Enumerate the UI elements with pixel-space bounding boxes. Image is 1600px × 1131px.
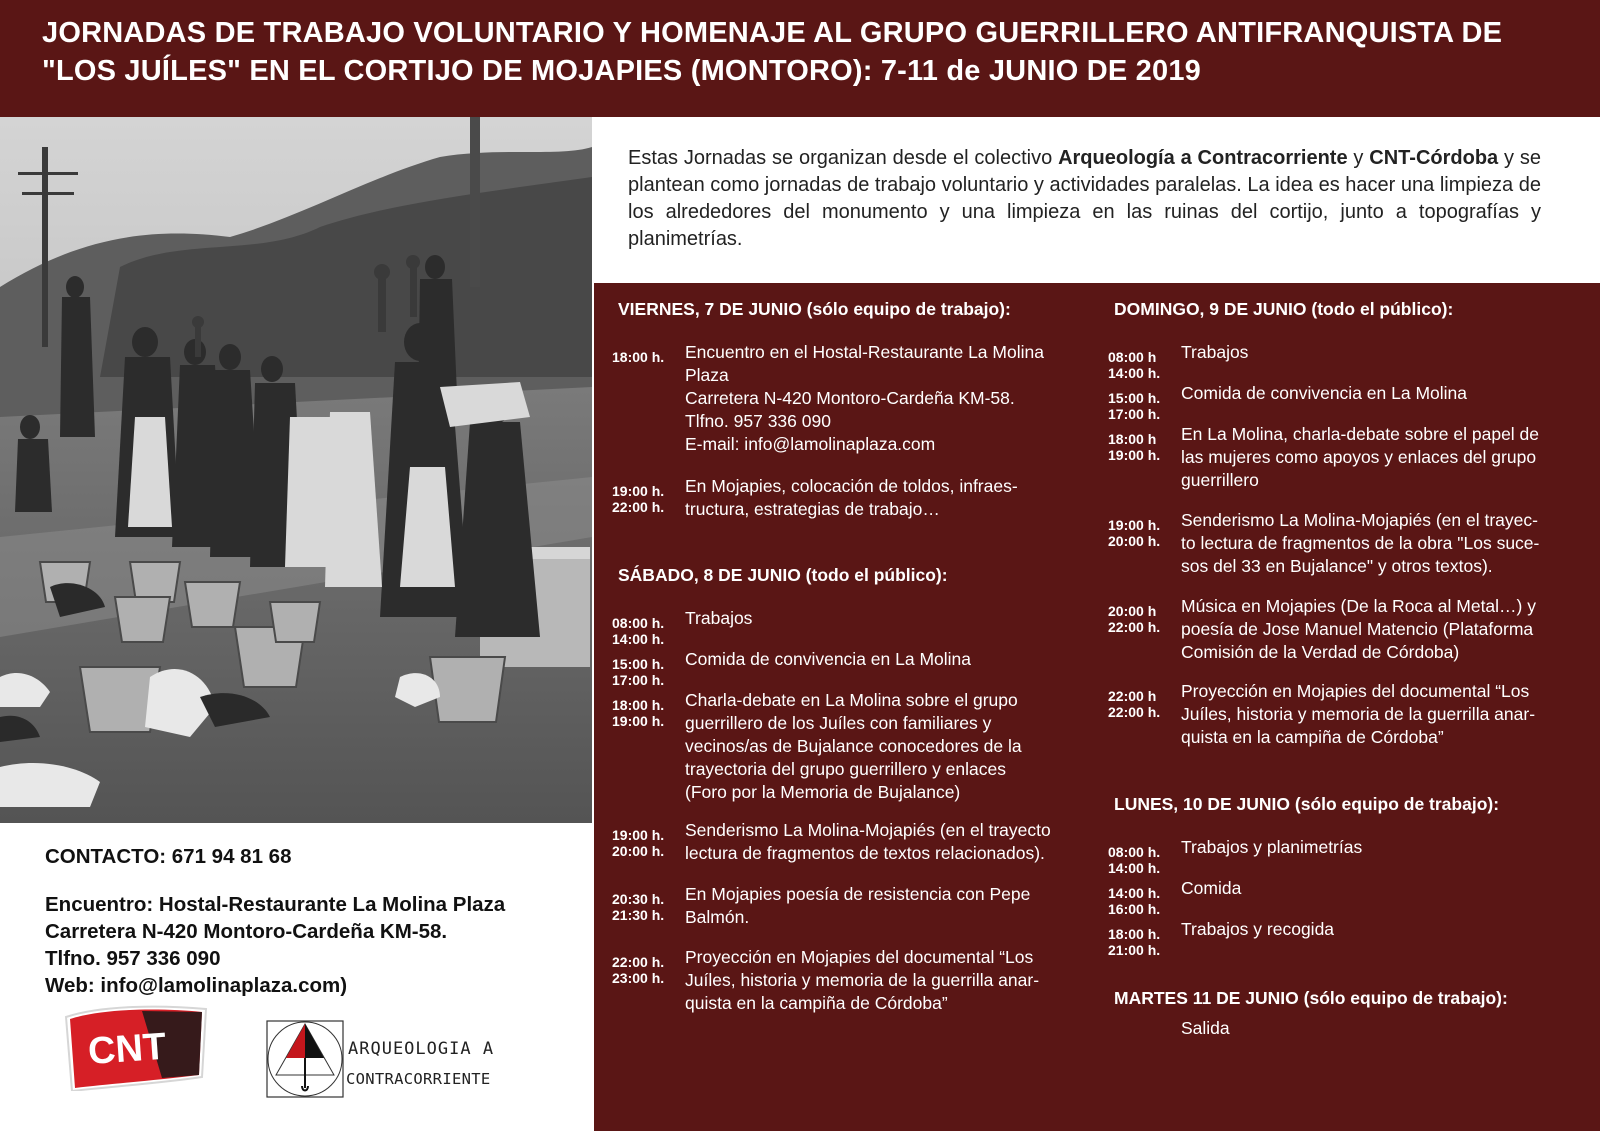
entry-line: Juíles, historia y memoria de la guerrilla anar- <box>1181 704 1536 724</box>
day-title-domingo: DOMINGO, 9 DE JUNIO (todo el público): <box>1114 299 1454 319</box>
entry-line: poesía de Jose Manuel Matencio (Plataforma <box>1181 619 1534 639</box>
entry-line: Proyección en Mojapies del documental “Los <box>1181 681 1530 701</box>
entry-time-2: 21:30 h. <box>612 907 665 923</box>
entry-line: Plaza <box>685 365 729 385</box>
day-sabado <box>612 564 1082 586</box>
intro-paragraph <box>628 145 1541 253</box>
entry-description <box>1181 341 1578 364</box>
entry-time-2: 22:00 h. <box>1108 619 1161 635</box>
entry-description <box>685 648 1082 671</box>
day-domingo <box>1108 298 1578 320</box>
arqueologia-logo-graphic <box>266 1020 496 1105</box>
entry-line: Trabajos <box>1181 342 1249 362</box>
entry-description <box>1181 877 1578 900</box>
entry-time-1: 08:00 h <box>1108 349 1157 365</box>
schedule-entry <box>1108 918 1578 958</box>
entry-times <box>1108 918 1181 958</box>
page-title <box>42 14 1560 90</box>
entry-time-1: 08:00 h. <box>1108 844 1161 860</box>
entry-times <box>612 607 685 647</box>
entry-line: Juíles, historia y memoria de la guerrilla anar- <box>685 970 1040 990</box>
intro-text-2: y <box>1347 147 1370 169</box>
entry-time-1: 18:00 h. <box>612 349 665 365</box>
entry-time-2: 23:00 h. <box>612 970 665 986</box>
entry-time-1: 20:00 h <box>1108 603 1157 619</box>
schedule-entry <box>612 607 1082 647</box>
entry-line: En Mojapies poesía de resistencia con Pepe <box>685 884 1031 904</box>
entry-description <box>685 341 1082 456</box>
entry-line: Carretera N-420 Montoro-Cardeña KM-58. <box>685 388 1015 408</box>
schedule-entry <box>1108 680 1578 749</box>
entry-line: tructura, estrategias de trabajo… <box>685 499 940 519</box>
entry-time-1: 18:00 h. <box>612 697 665 713</box>
schedule-entry <box>1108 382 1578 422</box>
entry-description <box>1181 1017 1578 1040</box>
entry-times <box>612 689 685 729</box>
entry-time-1: 19:00 h. <box>612 483 665 499</box>
entry-times <box>1108 1017 1181 1025</box>
entry-times <box>1108 836 1181 876</box>
entry-time-1: 19:00 h. <box>612 827 665 843</box>
schedule-entry <box>612 648 1082 688</box>
entry-line: Trabajos y planimetrías <box>1181 837 1363 857</box>
entry-description <box>1181 423 1578 492</box>
schedule-entry <box>612 341 1082 456</box>
entry-description <box>1181 382 1578 405</box>
contact-info <box>45 843 605 999</box>
entry-times <box>1108 680 1181 720</box>
contact-meeting: Encuentro: Hostal-Restaurante La Molina Plaza <box>45 893 506 916</box>
entry-time-2: 21:00 h. <box>1108 942 1161 958</box>
schedule-entry <box>1108 595 1578 664</box>
entry-time-2: 14:00 h. <box>1108 860 1161 876</box>
entry-line: E-mail: info@lamolinaplaza.com <box>685 434 936 454</box>
entry-description <box>685 819 1082 865</box>
header-banner <box>0 0 1600 117</box>
entry-time-2: 19:00 h. <box>612 713 665 729</box>
entry-time-2: 17:00 h. <box>1108 406 1161 422</box>
day-title-lunes: LUNES, 10 DE JUNIO (sólo equipo de trabajo): <box>1114 794 1500 814</box>
entry-line: guerrillero de los Juíles con familiares y <box>685 713 992 733</box>
entry-line: Comida <box>1181 878 1242 898</box>
entry-time-2: 17:00 h. <box>612 672 665 688</box>
entry-times <box>612 475 685 515</box>
entry-time-1: 08:00 h. <box>612 615 665 631</box>
entry-time-1: 18:00 h <box>1108 431 1157 447</box>
intro-text-1: Estas Jornadas se organizan desde el colectivo <box>628 147 1059 169</box>
schedule-entry <box>612 883 1082 929</box>
cnt-logo-graphic <box>62 1003 212 1091</box>
entry-line: guerrillero <box>1181 470 1259 490</box>
entry-time-1: 22:00 h <box>1108 688 1157 704</box>
entry-line: lectura de fragmentos de textos relacionados). <box>685 843 1045 863</box>
intro-org-cnt: CNT-Córdoba <box>1369 147 1499 169</box>
contact-phone: CONTACTO: 671 94 81 68 <box>45 845 292 868</box>
entry-line: sos del 33 en Bujalance" y otros textos). <box>1181 556 1493 576</box>
entry-time-1: 15:00 h. <box>1108 390 1161 406</box>
entry-description <box>1181 680 1578 749</box>
day-title-viernes: VIERNES, 7 DE JUNIO (sólo equipo de trabajo): <box>618 299 1011 319</box>
cnt-logo-text: CNT <box>86 1025 168 1074</box>
photo-illustration <box>0 117 592 823</box>
contact-road: Carretera N-420 Montoro-Cardeña KM-58. <box>45 920 448 943</box>
entry-line: vecinos/as de Bujalance conocedores de la <box>685 736 1022 756</box>
entry-line: Salida <box>1181 1018 1230 1038</box>
arqueologia-logo-line2: CONTRACORRIENTE <box>346 1070 491 1088</box>
day-viernes <box>612 298 1082 320</box>
schedule-entry <box>1108 509 1578 578</box>
entry-time-2: 22:00 h. <box>1108 704 1161 720</box>
entry-time-1: 22:00 h. <box>612 954 665 970</box>
entry-line: Comida de convivencia en La Molina <box>1181 383 1467 403</box>
entry-times <box>612 819 685 859</box>
contact-tel: Tlfno. 957 336 090 <box>45 947 221 970</box>
entry-line: Comisión de la Verdad de Córdoba) <box>1181 642 1460 662</box>
arqueologia-logo <box>266 1020 496 1110</box>
entry-time-1: 18:00 h. <box>1108 926 1161 942</box>
entry-time-2: 14:00 h. <box>612 631 665 647</box>
schedule-entry <box>1108 341 1578 381</box>
entry-description <box>1181 836 1578 859</box>
entry-times <box>612 946 685 986</box>
arqueologia-logo-line1: ARQUEOLOGIA A <box>348 1039 495 1059</box>
entry-line: Trabajos y recogida <box>1181 919 1335 939</box>
entry-line: quista en la campiña de Córdoba” <box>685 993 948 1013</box>
schedule-entry <box>612 475 1082 521</box>
entry-description <box>685 946 1082 1015</box>
entry-time-2: 19:00 h. <box>1108 447 1161 463</box>
entry-line: Balmón. <box>685 907 750 927</box>
schedule-entry <box>1108 836 1578 876</box>
entry-times <box>1108 341 1181 381</box>
entry-line: Trabajos <box>685 608 753 628</box>
entry-line: Proyección en Mojapies del documental “Los <box>685 947 1034 967</box>
entry-time-1: 15:00 h. <box>612 656 665 672</box>
historical-photo <box>0 117 592 823</box>
entry-line: Senderismo La Molina-Mojapiés (en el trayec- <box>1181 510 1538 530</box>
entry-description <box>1181 595 1578 664</box>
schedule-entry <box>612 819 1082 865</box>
entry-description <box>685 475 1082 521</box>
schedule-entry <box>1108 423 1578 492</box>
entry-description <box>1181 509 1578 578</box>
day-title-sabado: SÁBADO, 8 DE JUNIO (todo el público): <box>618 565 948 585</box>
day-title-martes: MARTES 11 DE JUNIO (sólo equipo de trabajo): <box>1114 988 1508 1008</box>
entry-line: Senderismo La Molina-Mojapiés (en el trayecto <box>685 820 1051 840</box>
entry-line: trayectoria del grupo guerrillero y enlaces <box>685 759 1006 779</box>
entry-times <box>612 648 685 688</box>
entry-times <box>1108 509 1181 549</box>
day-martes <box>1108 987 1578 1009</box>
entry-line: Comida de convivencia en La Molina <box>685 649 971 669</box>
entry-times <box>1108 595 1181 635</box>
entry-time-2: 20:00 h. <box>1108 533 1161 549</box>
entry-description <box>1181 918 1578 941</box>
entry-line: Encuentro en el Hostal-Restaurante La Molina <box>685 342 1044 362</box>
schedule-entry <box>612 946 1082 1015</box>
entry-time-1: 19:00 h. <box>1108 517 1161 533</box>
entry-times <box>1108 423 1181 463</box>
entry-line: Música en Mojapies (De la Roca al Metal…) y <box>1181 596 1536 616</box>
title-line-2: "LOS JUÍLES" EN EL CORTIJO DE MOJAPIES (MONTORO): 7-11 de JUNIO DE 2019 <box>42 55 1201 87</box>
entry-line: to lectura de fragmentos de la obra "Los suce- <box>1181 533 1540 553</box>
entry-line: Tlfno. 957 336 090 <box>685 411 831 431</box>
entry-time-1: 14:00 h. <box>1108 885 1161 901</box>
day-lunes <box>1108 793 1578 815</box>
entry-line: quista en la campiña de Córdoba” <box>1181 727 1444 747</box>
schedule-entry <box>1108 877 1578 917</box>
entry-times <box>612 883 685 923</box>
title-line-1: JORNADAS DE TRABAJO VOLUNTARIO Y HOMENAJE AL GRUPO GUERRILLERO ANTIFRANQUISTA DE <box>42 17 1503 49</box>
entry-line: En La Molina, charla-debate sobre el papel de <box>1181 424 1540 444</box>
entry-description <box>685 607 1082 630</box>
entry-description <box>685 689 1082 804</box>
entry-time-1: 20:30 h. <box>612 891 665 907</box>
entry-line: En Mojapies, colocación de toldos, infraes- <box>685 476 1018 496</box>
entry-time-2: 22:00 h. <box>612 499 665 515</box>
entry-line: Charla-debate en La Molina sobre el grupo <box>685 690 1018 710</box>
entry-times <box>1108 877 1181 917</box>
cnt-logo <box>62 1003 212 1096</box>
entry-time-2: 16:00 h. <box>1108 901 1161 917</box>
schedule-entry <box>1108 1017 1578 1040</box>
entry-time-2: 14:00 h. <box>1108 365 1161 381</box>
entry-time-2: 20:00 h. <box>612 843 665 859</box>
schedule-panel <box>594 283 1600 1131</box>
entry-times <box>1108 382 1181 422</box>
contact-web: Web: info@lamolinaplaza.com) <box>45 974 348 997</box>
entry-line: las mujeres como apoyos y enlaces del grupo <box>1181 447 1537 467</box>
intro-text-3: y se plantean como jornadas de trabajo voluntario y actividades paralelas. La idea es hacer una limpieza de los alrededores del monumento y una limpieza en las ruinas del cortijo, junto a topografías y planimetrías. <box>628 147 1541 250</box>
intro-org-arqueologia: Arqueología a Contracorriente <box>1058 147 1348 169</box>
schedule-entry <box>612 689 1082 804</box>
entry-line: (Foro por la Memoria de Bujalance) <box>685 782 961 802</box>
entry-description <box>685 883 1082 929</box>
entry-times <box>612 341 685 365</box>
